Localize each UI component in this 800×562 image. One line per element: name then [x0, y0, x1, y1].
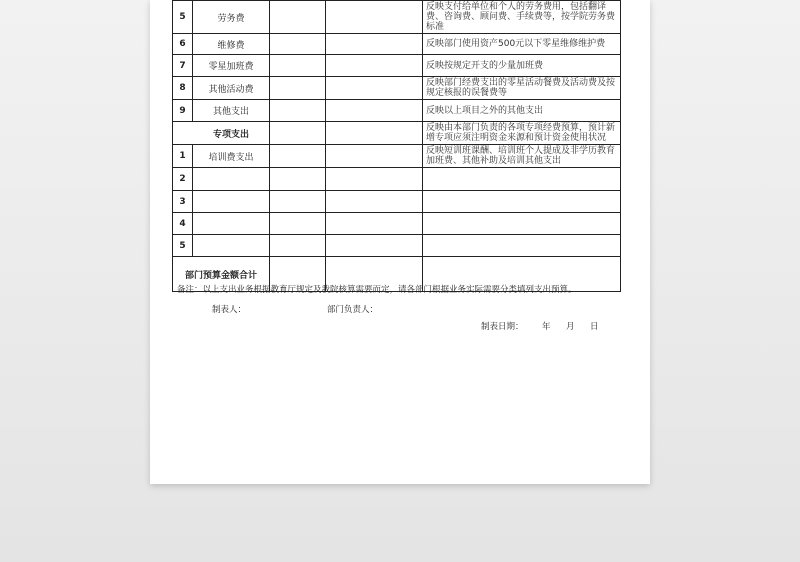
row-number: 4 [173, 213, 193, 235]
row-detail [326, 145, 423, 168]
row-amount [270, 100, 326, 122]
row-detail [326, 77, 423, 100]
header-blank [173, 122, 193, 145]
row-amount [270, 145, 326, 168]
footer-remark: 备注：以上支出业务根据教育厅规定及我院核算需要而定，请各部门根据业务实际需要分类填列支出预算。 [177, 285, 577, 295]
row-amount [270, 235, 326, 257]
row-note: 反映部门经费支出的零星活动餐费及活动费及按规定核报的误餐费等 [423, 77, 621, 100]
row-number: 8 [173, 77, 193, 100]
table-row [173, 213, 621, 235]
row-note: 反映支付给单位和个人的劳务费用，包括翻译费、咨询费、顾问费、手续费等，按学院劳务费标准 [423, 1, 621, 34]
row-item: 维修费 [193, 34, 270, 55]
table-row [173, 100, 621, 122]
row-note [423, 168, 621, 191]
table-row [173, 1, 621, 34]
table-row [173, 55, 621, 77]
row-detail [326, 34, 423, 55]
row-detail [326, 122, 423, 145]
row-item: 零星加班费 [193, 55, 270, 77]
date-month: 月 [566, 322, 575, 332]
row-note: 反映按规定开支的少量加班费 [423, 55, 621, 77]
row-item: 劳务费 [193, 1, 270, 34]
row-item [193, 213, 270, 235]
row-note: 反映以上项目之外的其他支出 [423, 100, 621, 122]
table-row [173, 34, 621, 55]
row-item: 其他活动费 [193, 77, 270, 100]
row-note: 反映短训班课酬、培训班个人提成及非学历教育加班费、其他补助及培训其他支出 [423, 145, 621, 168]
row-detail [326, 100, 423, 122]
row-number: 7 [173, 55, 193, 77]
row-number: 3 [173, 191, 193, 213]
row-detail [326, 191, 423, 213]
table-row [173, 168, 621, 191]
row-detail [326, 235, 423, 257]
row-item [193, 191, 270, 213]
special-header-label: 专项支出 [193, 122, 270, 145]
date-year: 年 [542, 322, 551, 332]
row-detail [326, 55, 423, 77]
row-item [193, 168, 270, 191]
row-amount [270, 55, 326, 77]
row-amount [270, 122, 326, 145]
row-detail [326, 213, 423, 235]
table-row [173, 235, 621, 257]
row-amount [270, 191, 326, 213]
row-number: 1 [173, 145, 193, 168]
row-note [423, 191, 621, 213]
row-number: 6 [173, 34, 193, 55]
total-label: 部门预算金额合计 [173, 257, 270, 292]
row-note [423, 235, 621, 257]
row-number: 2 [173, 168, 193, 191]
row-item: 培训费支出 [193, 145, 270, 168]
budget-table [172, 0, 621, 292]
row-number: 9 [173, 100, 193, 122]
row-note: 反映部门使用资产500元以下零星维修维护费 [423, 34, 621, 55]
table-row [173, 145, 621, 168]
date-label: 制表日期： [481, 322, 524, 332]
special-header-row [173, 122, 621, 145]
row-detail [326, 168, 423, 191]
row-detail [326, 1, 423, 34]
row-item [193, 235, 270, 257]
row-amount [270, 168, 326, 191]
row-number: 5 [173, 1, 193, 34]
row-amount [270, 213, 326, 235]
row-amount [270, 77, 326, 100]
date-day: 日 [590, 322, 599, 332]
row-amount [270, 1, 326, 34]
preparer-label: 制表人： [212, 305, 247, 315]
dept-head-label: 部门负责人： [327, 305, 379, 315]
row-item: 其他支出 [193, 100, 270, 122]
special-header-note: 反映由本部门负责的各项专项经费预算，预计新增专项应须注明资金来源和预计资金使用状况 [423, 122, 621, 145]
table-row [173, 77, 621, 100]
row-note [423, 213, 621, 235]
row-number: 5 [173, 235, 193, 257]
table-row [173, 191, 621, 213]
row-amount [270, 34, 326, 55]
